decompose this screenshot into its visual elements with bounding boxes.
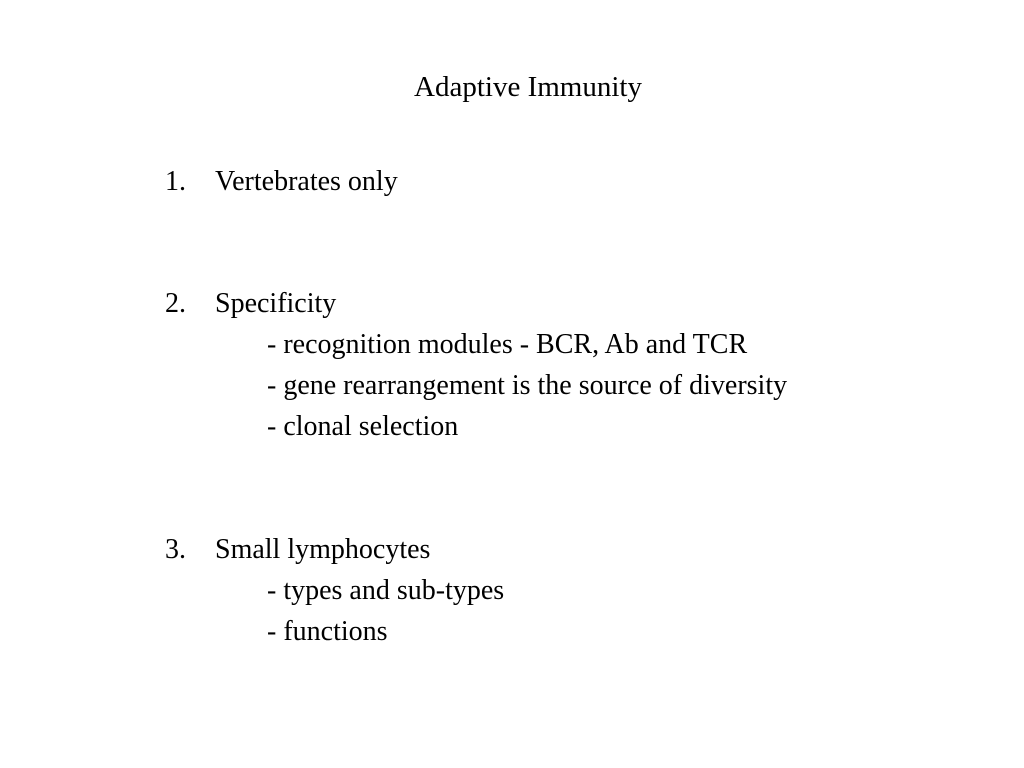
list-heading-2: Specificity: [215, 288, 337, 319]
list-item-1: [165, 168, 398, 196]
subpoint-2-2: - gene rearrangement is the source of diversity: [267, 370, 788, 401]
list-number-2: 2.: [165, 288, 186, 319]
list-number-3: 3.: [165, 534, 186, 565]
list-item-2: [165, 290, 336, 318]
list-heading-3: Small lymphocytes: [215, 534, 431, 565]
list-item-3: [165, 536, 430, 564]
subpoint-2-1: - recognition modules - BCR, Ab and TCR: [267, 329, 748, 360]
list-number-1: 1.: [165, 166, 186, 197]
subpoint-2-3: - clonal selection: [267, 411, 459, 442]
list-heading-1: Vertebrates only: [215, 166, 398, 197]
subpoint-3-2: - functions: [267, 616, 388, 647]
subpoint-3-1: - types and sub-types: [267, 575, 505, 606]
slide-title: Adaptive Immunity: [414, 71, 642, 103]
